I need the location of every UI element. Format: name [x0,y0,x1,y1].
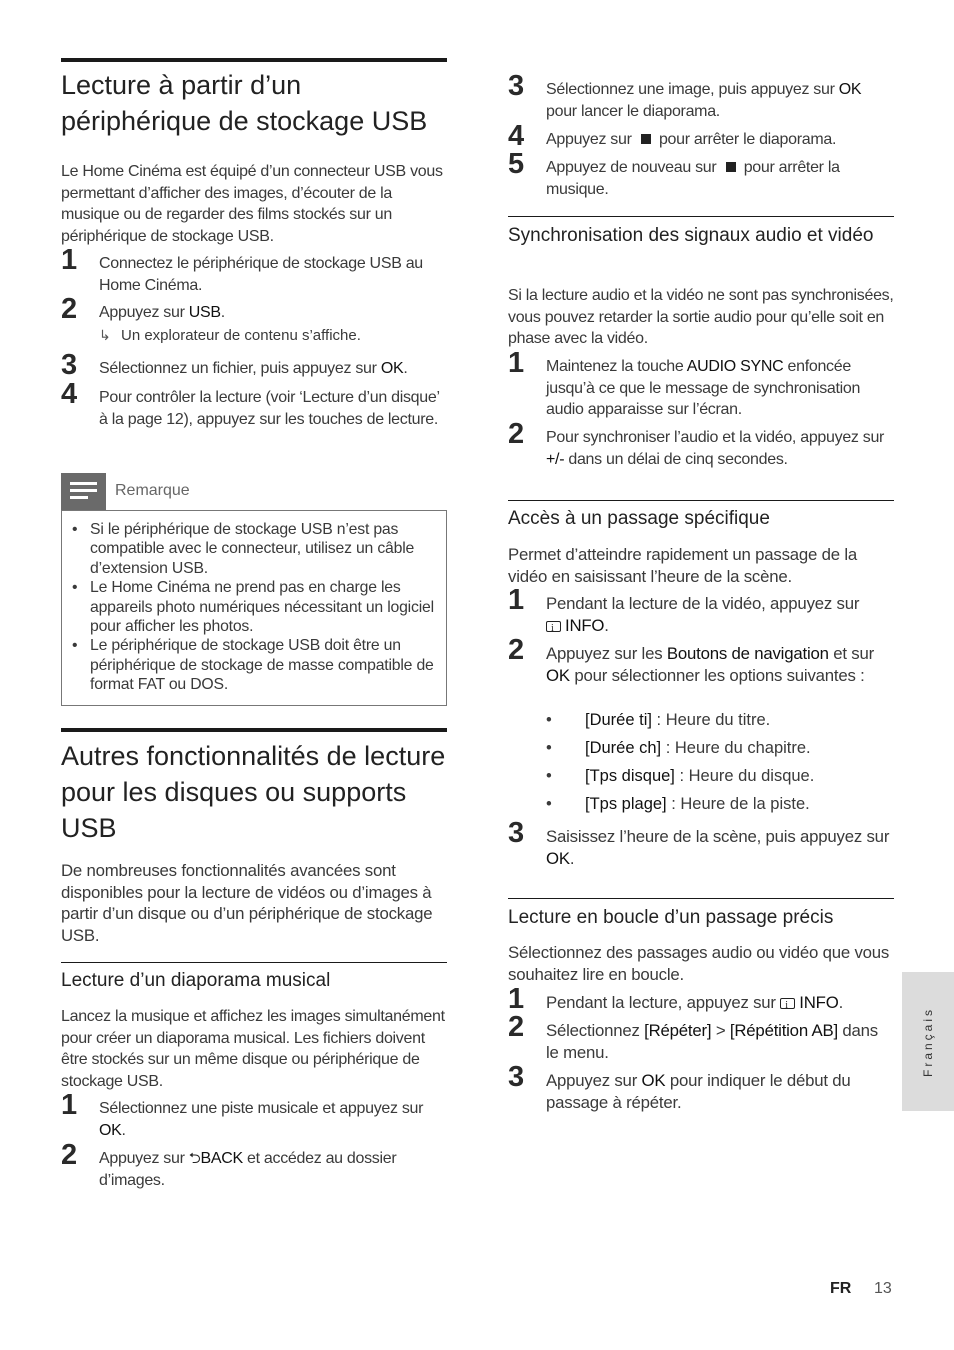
note-box [61,510,447,706]
slideshow-step-4: 4 Appuyez sur pour arrêter le diaporama. [508,120,837,152]
footer-lang: FR [830,1280,852,1297]
info-icon [546,621,561,632]
note-item: • Le périphérique de stockage USB doit être un périphérique de stockage de masse compatible de format FAT ou DOS. [90,636,440,694]
stop-icon [726,162,736,172]
usb-step-4: 4 Pour contrôler la lecture (voir ‘Lecture d’un disque’ à la page 12), appuyez sur les touches de lecture. [61,378,440,428]
stop-icon [641,134,651,144]
usb-intro: Le Home Cinéma est équipé d’un connecteur USB vous permettant d’afficher des images, d’écouter de la musique ou de regarder des films stockés sur un périphérique de stockage USB. [61,163,443,245]
loop-step-1: 1 Pendant la lecture, appuyez sur iINFO. [508,992,894,1014]
slideshow-intro: Lancez la musique et affichez les images simultanément pour créer un diaporama musical. Les fichiers doivent être stockés sur un même disque ou périphérique de stockage USB. [61,1008,445,1090]
note-icon [61,473,106,510]
access-step-2: 2 Appuyez sur les Boutons de navigation et sur OK pour sélectionner les options suivantes : [508,634,874,685]
features-intro: De nombreuses fonctionnalités avancées sont disponibles pour la lecture de vidéos ou d’images à partir d’un disque ou d’un périphérique de stockage USB. [61,861,433,945]
access-intro: Permet d’atteindre rapidement un passage de la vidéo en saisissant l’heure de la scène. [508,545,858,586]
subsection-rule [508,898,894,899]
sync-step-2: 2 Pour synchroniser l’audio et la vidéo, appuyez sur +/- dans un délai de cinq secondes. [508,418,885,468]
section-rule [61,58,447,62]
note-title: Remarque [115,482,190,499]
subsection-title-sync: Synchronisation des signaux audio et vidéo [508,225,874,246]
subsection-title-access: Accès à un passage spécifique [508,508,770,529]
language-tab: Français [902,972,954,1111]
back-icon: ⮌ [188,1150,201,1167]
section-rule [61,728,447,732]
loop-intro: Sélectionnez des passages audio ou vidéo que vous souhaitez lire en boucle. [508,943,890,984]
page-number: 13 [874,1280,892,1297]
section-title-features: Autres fonctionnalités de lecture pour les disques ou supports USB [61,741,446,843]
subsection-rule [61,962,447,963]
usb-step-1: 1 Connectez le périphérique de stockage USB au Home Cinéma. [61,244,423,294]
note-header [61,473,447,510]
subsection-rule [508,216,894,217]
access-step-1: 1 Pendant la lecture de la vidéo, appuyez sur iINFO. [508,593,894,636]
subsection-rule [508,500,894,501]
info-icon [780,998,795,1009]
note-item: • Si le périphérique de stockage USB n’est pas compatible avec le connecteur, utilisez un câble d’extension USB. [90,520,440,578]
usb-step-2-result: ↳ Un explorateur de contenu s’affiche. [99,327,361,344]
loop-step-3: 3 Appuyez sur OK pour indiquer le début du passage à répéter. [508,1061,851,1112]
usb-step-3: 3 Sélectionnez un fichier, puis appuyez sur OK. [61,349,408,381]
loop-step-2: 2 Sélectionnez [Répéter] > [Répétition AB] dans le menu. [508,1011,878,1062]
usb-key: USB [188,304,221,321]
slideshow-step-1: 1 Sélectionnez une piste musicale et appuyez sur OK. [61,1089,424,1139]
result-arrow-icon: ↳ [99,327,111,343]
slideshow-step-2: 2 Appuyez sur ⮌BACK et accédez au dossier d’images. [61,1139,397,1189]
slideshow-step-5: 5 Appuyez de nouveau sur pour arrêter la musique. [508,148,840,198]
sync-step-1: 1 Maintenez la touche AUDIO SYNC enfoncée jusqu’à ce que le message de synchronisation audio apparaisse sur l’écran. [508,347,861,418]
section-title-usb: Lecture à partir d’un périphérique de stockage USB [61,70,428,136]
slideshow-step-3: 3 Sélectionnez une image, puis appuyez sur OK pour lancer le diaporama. [508,70,862,120]
subsection-title-slideshow: Lecture d’un diaporama musical [61,970,331,991]
note-item: • Le Home Cinéma ne prend pas en charge les appareils photo numériques nécessitant un logiciel pour afficher les photos. [90,578,440,636]
sync-intro: Si la lecture audio et la vidéo ne sont pas synchronisées, vous pouvez retarder la sortie audio pour qu’elle soit en phase avec la vidéo. [508,287,894,347]
subsection-title-loop: Lecture en boucle d’un passage précis [508,907,834,928]
access-step-3: 3 Saisissez l’heure de la scène, puis appuyez sur OK. [508,817,890,868]
usb-step-2: 2 Appuyez sur USB. [61,293,225,325]
